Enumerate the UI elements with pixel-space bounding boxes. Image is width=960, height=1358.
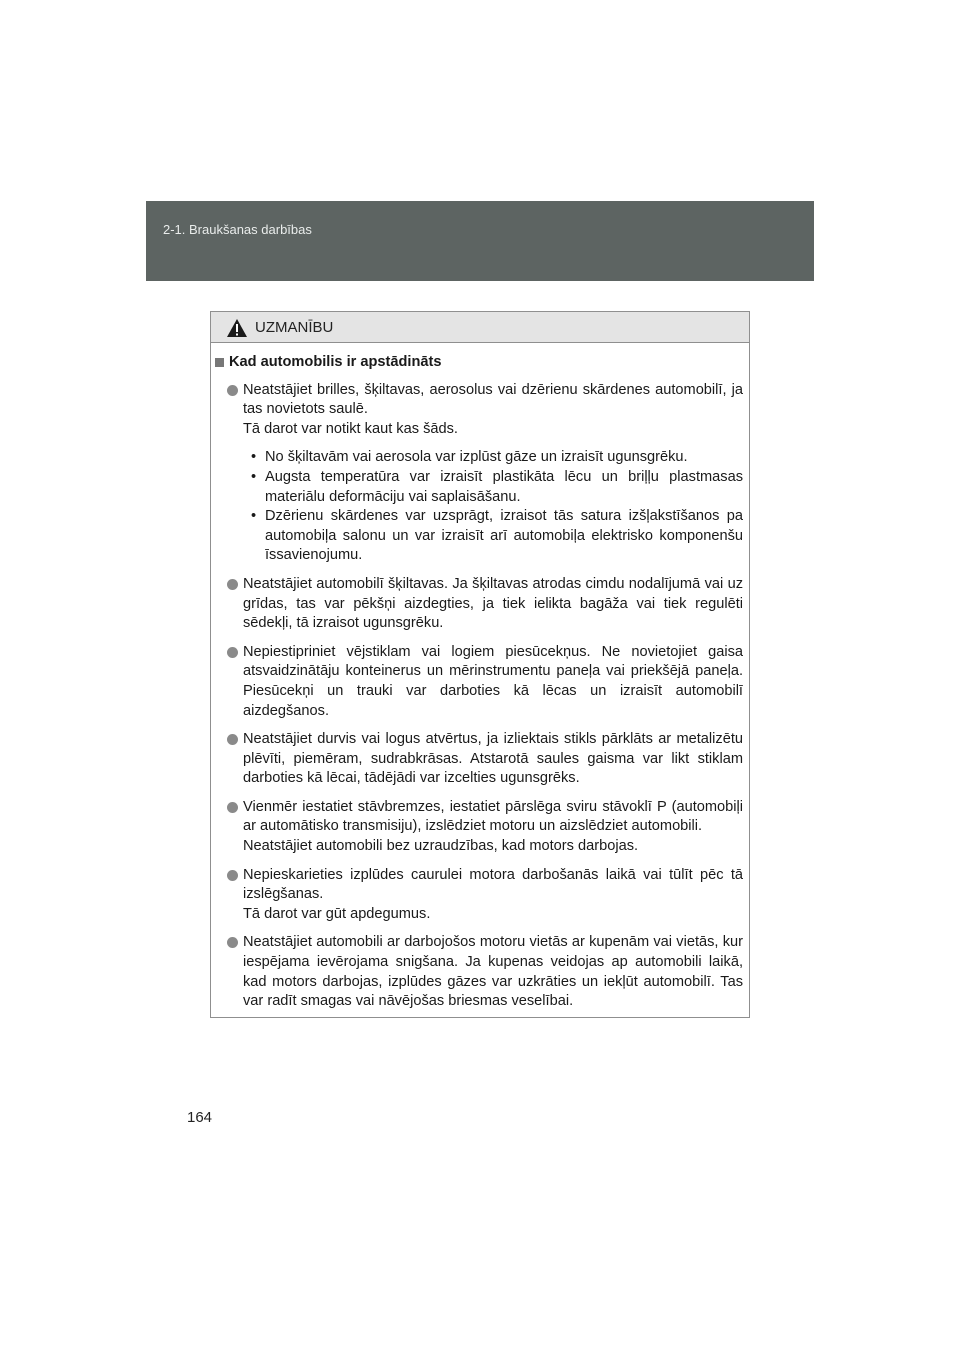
list-item [215, 575, 743, 634]
item-text: Nepiestipriniet vējstiklam vai logiem piesūcekņus. Ne novietojiet gaisa atsvaidzinātāju konteinerus un mērinstrumentu paneļa vai priekšējā paneļa. Piesūcekņi un trauki var darboties kā lēcas un izraisīt automobilī aizdegšanos. [243, 643, 743, 719]
sub-list [243, 448, 743, 566]
sub-list-item: • Augsta temperatūra var izraisīt plastikāta lēcu un briļļu plastmasas materiālu deformāciju vai saplaisāšanu. [243, 468, 743, 507]
list-item [215, 933, 743, 1011]
list-item [215, 866, 743, 925]
item-text: Vienmēr iestatiet stāvbremzes, iestatiet pārslēga sviru stāvoklī P (automobiļi ar automātisko transmisiju), izslēdziet motoru un aizslēdziet automobili. [243, 798, 743, 835]
circle-bullet-icon [227, 385, 238, 396]
sub-list-item: • Dzērienu skārdenes var uzsprāgt, izraisot tās satura izšļakstīšanos pa automobiļa salonu un var izraisīt arī automobiļa elektrisko komponenšu īssavienojumu. [243, 507, 743, 566]
circle-bullet-icon [227, 870, 238, 881]
warning-triangle-icon [226, 318, 248, 338]
caution-header [211, 312, 749, 343]
page-number: 164 [187, 1109, 213, 1126]
list-item [215, 730, 743, 789]
circle-bullet-icon [227, 802, 238, 813]
item-text: Neatstājiet durvis vai logus atvērtus, ja izliektais stikls pārklāts ar metalizētu plēvīti, piemēram, sudrabkrāsas. Atstarotā saules gaisma var likt stiklam darboties kā lēcai, tādējādi var izcelties ugunsgrēks. [243, 731, 743, 787]
circle-bullet-icon [227, 734, 238, 745]
circle-bullet-icon [227, 937, 238, 948]
item-text: Tā darot var notikt kaut kas šāds. [243, 420, 458, 437]
item-text: Neatstājiet automobilī šķiltavas. Ja šķiltavas atrodas cimdu nodalījumā vai uz grīdas, tas var pēkšņi aizdegties, ja tiek ielikta bagāža vai tiek regulēti sēdekļi, tā izraisot ugunsgrēku. [243, 575, 743, 632]
sub-list-item: • No šķiltavām vai aerosola var izplūst gāze un izraisīt ugunsgrēku. [243, 448, 743, 468]
item-text: Neatstājiet brilles, šķiltavas, aerosolus vai dzērienu skārdenes automobilī, ja tas novietots saulē. [243, 381, 743, 418]
caution-title: UZMANĪBU [255, 319, 334, 336]
section-header-band [146, 201, 814, 281]
section-heading-text: Kad automobilis ir apstādināts [229, 354, 442, 370]
section-heading [215, 353, 743, 373]
square-bullet-icon [215, 358, 224, 367]
list-item [215, 798, 743, 857]
caution-box [210, 311, 750, 1018]
circle-bullet-icon [227, 647, 238, 658]
list-item [215, 381, 743, 566]
item-text: Nepieskarieties izplūdes caurulei motora darbošanās laikā vai tūlīt pēc tā izslēgšanas. [243, 866, 743, 903]
list-item [215, 643, 743, 721]
item-text: Tā darot var gūt apdegumus. [243, 905, 431, 922]
caution-body [211, 343, 749, 1012]
section-title: 2-1. Braukšanas darbības [163, 222, 312, 237]
item-text: Neatstājiet automobili ar darbojošos motoru vietās ar kupenām vai vietās, kur iespējama ievērojama snigšana. Ja kupenas veidojas ap automobili laikā, kad motors darbojas, izplūdes gāzes var uzkrāties un iekļūt automobilī. Tas var radīt smagas vai nāvējošas briesmas veselībai. [243, 934, 743, 1010]
item-text: Neatstājiet automobili bez uzraudzības, kad motors darbojas. [243, 838, 639, 855]
circle-bullet-icon [227, 579, 238, 590]
